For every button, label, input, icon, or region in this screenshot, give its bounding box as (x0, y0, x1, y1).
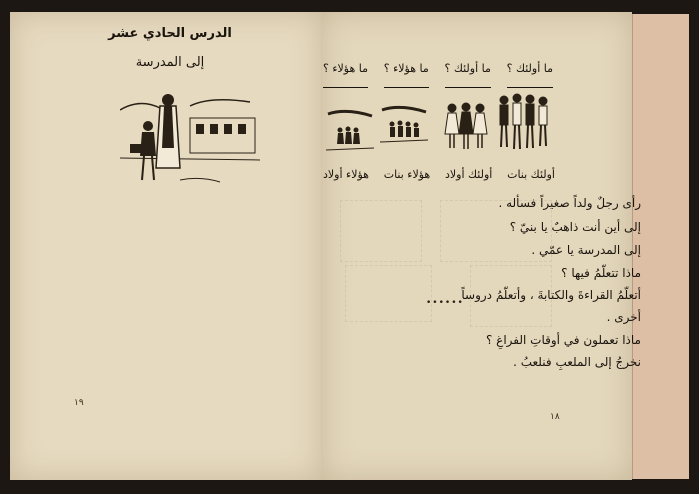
text-line: ماذا تعملون في أوقاتِ الفراغِ ؟ (486, 333, 641, 347)
text-line: ماذا تتعلّمُ فيها ؟ (561, 266, 641, 280)
answer-row (323, 168, 555, 181)
question-label: ما أولئك ؟ (507, 62, 553, 88)
text-line: نخرجُ إلى الملعبِ فنلعبُ . (513, 355, 641, 369)
lesson-title: الدرس الحادي عشر (108, 26, 232, 41)
show-through (345, 265, 432, 322)
question-label: ما هؤلاء ؟ (384, 62, 429, 88)
question-row (323, 62, 553, 88)
show-through (440, 200, 552, 262)
text-line: إلى أين أنت ذاهبٌ يا بنيّ ؟ (509, 220, 641, 234)
left-page (10, 12, 322, 480)
text-line: أتعلّمُ القراءةَ والكتابةَ ، وأتعلّمُ دروساً (461, 288, 641, 302)
man-and-boy-illustration (120, 88, 260, 188)
question-label: ما أولئك ؟ (445, 62, 491, 88)
lesson-subtitle: إلى المدرسة (135, 55, 205, 70)
ornament: •••••• (426, 298, 464, 308)
answer-label: أولئك بنات (507, 168, 555, 181)
text-line: رأى رجلٌ ولداً صغيراً فسأله . (498, 196, 641, 210)
answer-label: أولئك أولاد (444, 168, 493, 181)
question-label: ما هؤلاء ؟ (323, 62, 368, 88)
page-number-right: ١٨ (550, 412, 560, 422)
page-number-left: ١٩ (74, 398, 84, 408)
boys-near-illustration (496, 92, 552, 154)
show-through (340, 200, 422, 262)
answer-label: هؤلاء بنات (383, 168, 431, 181)
girls-near-illustration (444, 100, 490, 154)
show-through (470, 265, 552, 327)
text-line: إلى المدرسة يا عمّي . (531, 243, 641, 257)
girls-far-illustration (326, 108, 374, 158)
text-line: أخرى . (606, 310, 641, 324)
answer-label: هؤلاء أولاد (323, 168, 369, 181)
boys-far-illustration (380, 104, 428, 148)
